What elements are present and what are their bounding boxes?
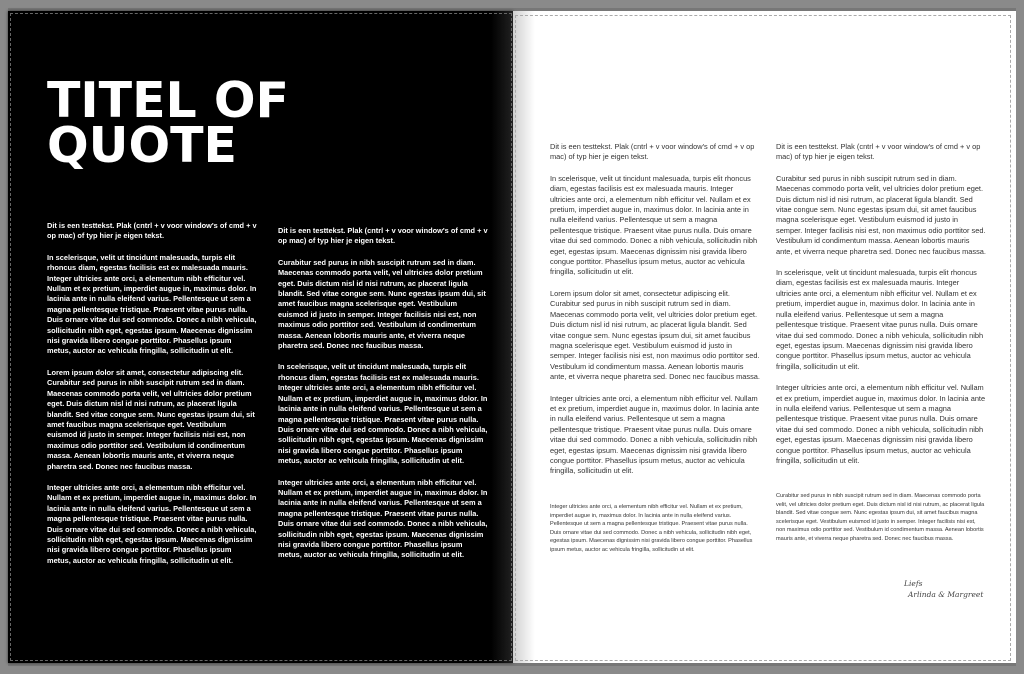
paragraph: Dit is een testtekst. Plak (cntrl + v voor window's of cmd + v op mac) of typ hier je eigen tekst. <box>776 142 981 162</box>
signature-line-2: Arlinda & Margreet <box>908 590 984 599</box>
paragraph: Curabitur sed purus in nibh suscipit rutrum sed in diam. Maecenas commodo porta velit, vel ultricies dolor pretium eget. Duis dictum nisl id nisi rutrum, ac placerat ligula blandit. Sed vitae congue sem. Nunc egestas ipsum dui, sit amet faucibus magna scelerisque eget. Vestibulum euismod id justo in semper. Integer facilisis nisi est, non maximus odio porttitor sed. Vestibulum id condimentum massa. Aenean lobortis mauris ante, et viverra neque pharetra sed. Donec nec faucibus massa. <box>776 173 986 256</box>
right-column-1-small-paragraph: Integer ultricies ante orci, a elementum nibh efficitur vel. Nullam et ex pretium, imperdiet augue in, maximus dolor. In lacinia ante in nulla eleifend varius. Pellentesque ut sem a magna pellentesque tristique. Praesent vitae purus nulla. Duis ornare vitae dui sed commodo. Donec a nibh vehicula, sollicitudin nibh eget, egestas ipsum. Maecenas dignissim nisi gravida libero congue porttitor. Phasellus ipsum metus, auctor ac vehicula fringilla, sollicitudin ut elit. <box>550 504 753 553</box>
signature <box>904 578 994 600</box>
paragraph: Lorem ipsum dolor sit amet, consectetur adipiscing elit. Curabitur sed purus in nibh suscipit rutrum sed in diam. Maecenas commodo porta velit, vel ultricies dolor pretium eget. Duis dictum nisl id nisi rutrum, ac placerat ligula blandit. Sed vitae congue sem. Nunc egestas ipsum dui, sit amet faucibus magna scelerisque eget. Vestibulum euismod id justo in semper. Integer facilisis nisi est, non maximus odio porttitor sed. Vestibulum id condimentum massa. Aenean lobortis mauris ante, et viverra neque pharetra sed. Donec nec faucibus massa. <box>47 367 255 471</box>
title-line-2: QUOTE <box>47 117 237 174</box>
paragraph: Integer ultricies ante orci, a elementum nibh efficitur vel. Nullam et ex pretium, imperdiet augue in, maximus dolor. In lacinia ante in nulla eleifend varius. Pellentesque ut sem a magna pellentesque tristique. Praesent vitae purus nulla. Duis ornare vitae dui sed commodo. Donec a nibh vehicula, sollicitudin nibh eget, egestas ipsum. Maecenas dignissim nisi gravida libero congue porttitor. Phasellus ipsum metus, auctor ac vehicula fringilla, sollicitudin ut elit. <box>550 393 760 476</box>
paragraph: In scelerisque, velit ut tincidunt malesuada, turpis elit rhoncus diam, egestas facilisis est ex malesuada mauris. Integer ultricies ante orci, a elementum nibh efficitur vel. Nullam et ex pretium, imperdiet augue in, maximus dolor. In lacinia ante in nulla eleifend varius. Pellentesque ut sem a magna pellentesque tristique. Praesent vitae purus nulla. Duis ornare vitae dui sed commodo. Donec a nibh vehicula, sollicitudin nibh eget, egestas ipsum. Maecenas dignissim nisi gravida libero congue porttitor. Phasellus ipsum metus, auctor ac vehicula fringilla, sollicitudin ut elit. <box>278 362 488 466</box>
paragraph: Integer ultricies ante orci, a elementum nibh efficitur vel. Nullam et ex pretium, imperdiet augue in, maximus dolor. In lacinia ante in nulla eleifend varius. Pellentesque ut sem a magna pellentesque tristique. Praesent vitae purus nulla. Duis ornare vitae dui sed commodo. Donec a nibh vehicula, sollicitudin nibh eget, egestas ipsum. Maecenas dignissim nisi gravida libero congue porttitor. Phasellus ipsum metus, auctor ac vehicula fringilla, sollicitudin ut elit. <box>278 477 488 560</box>
paragraph: Dit is een testtekst. Plak (cntrl + v voor window's of cmd + v op mac) of typ hier je eigen tekst. <box>47 221 257 241</box>
paragraph: Integer ultricies ante orci, a elementum nibh efficitur vel. Nullam et ex pretium, imperdiet augue in, maximus dolor. In lacinia ante in nulla eleifend varius. Pellentesque ut sem a magna pellentesque tristique. Praesent vitae purus nulla. Duis ornare vitae dui sed commodo. Donec a nibh vehicula, sollicitudin nibh eget, egestas ipsum. Maecenas dignissim nisi gravida libero congue porttitor. Phasellus ipsum metus, auctor ac vehicula fringilla, sollicitudin ut elit. <box>776 383 986 465</box>
paragraph: Curabitur sed purus in nibh suscipit rutrum sed in diam. Maecenas commodo porta velit, vel ultricies dolor pretium eget. Duis dictum nisl id nisi rutrum, ac placerat ligula blandit. Sed vitae congue sem. Nunc egestas ipsum dui, sit amet faucibus magna scelerisque eget. Vestibulum euismod id justo in semper. Integer facilisis nisi est, non maximus odio porttitor sed. Vestibulum id condimentum massa. Aenean lobortis mauris ante, et viverra neque pharetra sed. Donec nec faucibus massa. <box>278 257 486 351</box>
paragraph: Dit is een testtekst. Plak (cntrl + v voor window's of cmd + v op mac) of typ hier je eigen tekst. <box>550 142 755 162</box>
title-line-1: TITEL OF <box>47 72 289 129</box>
right-column-1 <box>550 142 760 488</box>
right-column-2 <box>776 142 986 477</box>
paragraph: In scelerisque, velit ut tincidunt malesuada, turpis elit rhoncus diam, egestas facilisis est ex malesuada mauris. Integer ultricies ante orci, a elementum nibh efficitur vel. Nullam et ex pretium, imperdiet augue in, maximus dolor. In lacinia ante in nulla eleifend varius. Pellentesque ut sem a magna pellentesque tristique. Praesent vitae purus nulla. Duis ornare vitae dui sed commodo. Donec a nibh vehicula, sollicitudin nibh eget, egestas ipsum. Maecenas dignissim nisi gravida libero congue porttitor. Phasellus ipsum metus, auctor ac vehicula fringilla, sollicitudin ut elit. <box>550 173 758 277</box>
paragraph: Lorem ipsum dolor sit amet, consectetur adipiscing elit. Curabitur sed purus in nibh suscipit rutrum sed in diam. Maecenas commodo porta velit, vel ultricies dolor pretium eget. Duis dictum nisl id nisi rutrum, ac placerat ligula blandit. Sed vitae congue sem. Nunc egestas ipsum dui, sit amet faucibus magna scelerisque eget. Vestibulum euismod id justo in semper. Integer facilisis nisi est, non maximus odio porttitor sed. Vestibulum id condimentum massa. Aenean lobortis mauris ante, et viverra neque pharetra sed. Donec nec faucibus massa. <box>550 288 760 382</box>
right-column-2-small-paragraph: Curabitur sed purus in nibh suscipit rutrum sed in diam. Maecenas commodo porta velit, vel ultricies dolor pretium eget. Duis dictum nisl id nisi rutrum, ac placerat ligula blandit. Sed vitae congue sem. Nunc egestas ipsum dui, sit amet faucibus magna scelerisque eget. Vestibulum euismod id justo in semper. Integer facilisis nisi est, non maximus odio porttitor sed. Vestibulum id condimentum massa. Aenean lobortis mauris ante, et viverra neque pharetra sed. Donec nec faucibus massa. <box>776 493 985 542</box>
paragraph: Integer ultricies ante orci, a elementum nibh efficitur vel. Nullam et ex pretium, imperdiet augue in, maximus dolor. In lacinia ante in nulla eleifend varius. Pellentesque ut sem a magna pellentesque tristique. Praesent vitae purus nulla. Duis ornare vitae dui sed commodo. Donec a nibh vehicula, sollicitudin nibh eget, egestas ipsum. Maecenas dignissim nisi gravida libero congue porttitor. Phasellus ipsum metus, auctor ac vehicula fringilla, sollicitudin ut elit. <box>47 482 257 565</box>
left-column-2 <box>278 226 488 572</box>
page-title <box>47 72 367 174</box>
left-column-1 <box>47 221 257 577</box>
paragraph: In scelerisque, velit ut tincidunt malesuada, turpis elit rhoncus diam, egestas facilisis est ex malesuada mauris. Integer ultricies ante orci, a elementum nibh efficitur vel. Nullam et ex pretium, imperdiet augue in, maximus dolor. In lacinia ante in nulla eleifend varius. Pellentesque ut sem a magna pellentesque tristique. Praesent vitae purus nulla. Duis ornare vitae dui sed commodo. Donec a nibh vehicula, sollicitudin nibh eget, egestas ipsum. Maecenas dignissim nisi gravida libero congue porttitor. Phasellus ipsum metus, auctor ac vehicula fringilla, sollicitudin ut elit. <box>47 252 257 356</box>
paragraph: In scelerisque, velit ut tincidunt malesuada, turpis elit rhoncus diam, egestas facilisis est ex malesuada mauris. Integer ultricies ante orci, a elementum nibh efficitur vel. Nullam et ex pretium, imperdiet augue in, maximus dolor. In lacinia ante in nulla eleifend varius. Pellentesque ut sem a magna pellentesque tristique. Praesent vitae purus nulla. Duis ornare vitae dui sed commodo. Donec a nibh vehicula, sollicitudin nibh eget, egestas ipsum. Maecenas dignissim nisi gravida libero congue porttitor. Phasellus ipsum metus, auctor ac vehicula fringilla, sollicitudin ut elit. <box>776 268 984 371</box>
paragraph: Dit is een testtekst. Plak (cntrl + v voor window's of cmd + v op mac) of typ hier je eigen tekst. <box>278 226 488 246</box>
signature-line-1: Liefs <box>904 579 923 588</box>
